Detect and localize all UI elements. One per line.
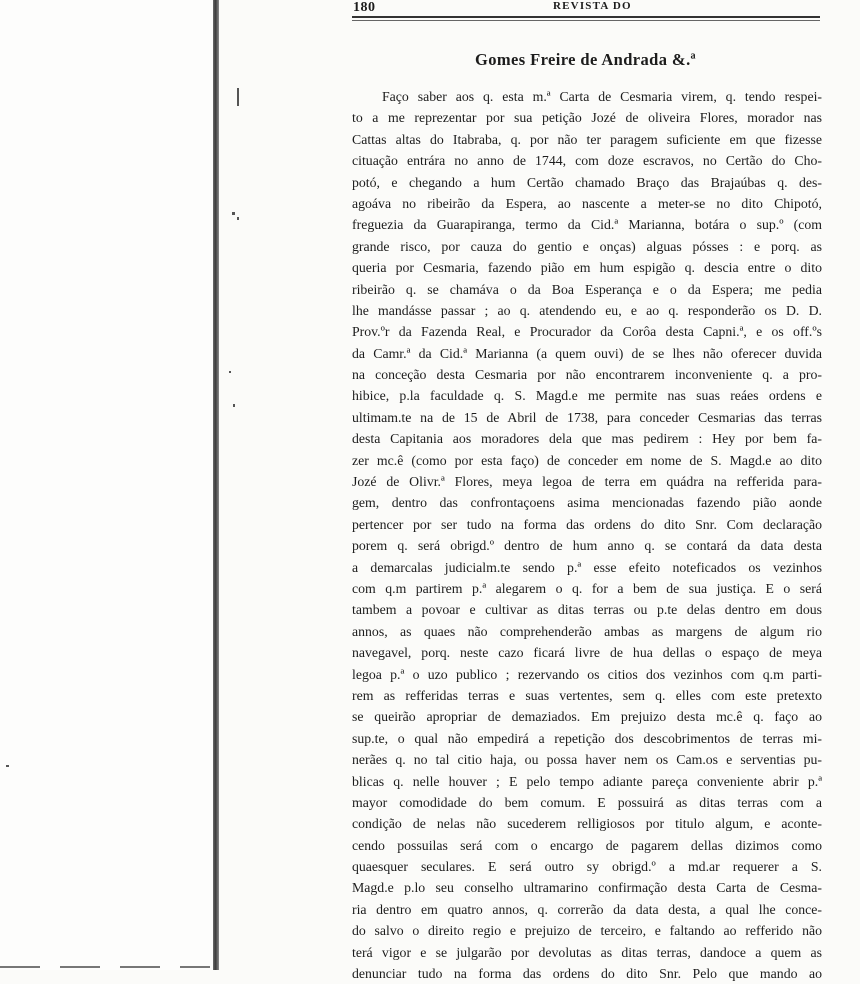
bottom-edge-mark bbox=[0, 966, 40, 968]
bottom-edge-mark bbox=[180, 966, 210, 968]
margin-speck bbox=[229, 371, 231, 373]
running-head: REVISTA DO bbox=[553, 0, 632, 12]
text-line: grande risco, por cauza do gentio e onças) alguas pósses : e porq. as bbox=[352, 238, 822, 254]
header-rule-thin bbox=[352, 20, 820, 21]
text-line: agoáva no ribeirão da Espera, ao nascente a meter-se no dito Chipotó, bbox=[352, 195, 822, 211]
page-gutter bbox=[213, 0, 219, 970]
text-line: annos, as quaes não comprehenderão ambas as margens de algum rio bbox=[352, 623, 822, 639]
margin-speck bbox=[237, 88, 239, 104]
text-line: desta Capitania aos moradores dela que mas pedirem : Hey por bem fa- bbox=[352, 431, 822, 447]
margin-speck bbox=[6, 765, 9, 767]
text-line: queria por Cesmaria, fazendo pião em hum espigão q. descia entre o dito bbox=[352, 260, 822, 276]
text-line: to a me reprezentar por sua petição Jozé de oliveira Flores, morador nas bbox=[352, 110, 822, 126]
text-line: na conceção desta Cesmaria por não encontrarem inconveniente q. a pro- bbox=[352, 367, 822, 383]
text-line: se queirão apropriar de demaziados. Em prejuizo desta mc.ê q. faço ao bbox=[352, 709, 822, 725]
header-rule bbox=[352, 16, 820, 18]
text-line: cituação entrára no anno de 1744, com doze escravos, no Certão do Cho- bbox=[352, 153, 822, 169]
text-line: rem as refferidas terras e suas vertentes, sem q. elles com este pretexto bbox=[352, 687, 822, 703]
text-line: pertencer por ser tudo na forma das ordens do dito Snr. Com declaração bbox=[352, 516, 822, 532]
margin-speck bbox=[233, 404, 235, 407]
text-line: com q.m partirem p.ª alegarem o q. for a bem de sua justiça. E o será bbox=[352, 580, 822, 596]
text-line: a demarcalas judicialm.te sendo p.ª esse efeito noteficados os vezinhos bbox=[352, 559, 822, 575]
text-line: lhe mandásse passar ; ao q. atendendo eu, e ao q. responderão os D. D. bbox=[352, 302, 822, 318]
margin-speck bbox=[237, 217, 239, 220]
text-line: denunciar tudo na forma das ordens do dito Snr. Pelo que mando ao bbox=[352, 966, 822, 982]
text-line: hibice, p.la faculdade q. S. Magd.e me permite nas suas reáes ordens e bbox=[352, 388, 822, 404]
text-line: potó, e chegando a hum Certão chamado Braço das Brajaúbas q. des- bbox=[352, 174, 822, 190]
document-body bbox=[352, 86, 822, 984]
text-line: Jozé de Olivr.ª Flores, meya legoa de terra em quádra na refferida para- bbox=[352, 474, 822, 490]
text-line: Faço saber aos q. esta m.ª Carta de Cesmaria virem, q. tendo respei- bbox=[382, 89, 822, 104]
text-line: terá vigor e se julgarão por devolutas as ditas terras, dandoce a quem as bbox=[352, 944, 822, 960]
text-line: sup.te, o qual não empedirá a repetição dos descobrimentos de terras mi- bbox=[352, 730, 822, 746]
text-line: Prov.ºr da Fazenda Real, e Procurador da Corôa desta Capni.ª, e os off.ºs bbox=[352, 324, 822, 340]
article-title: Gomes Freire de Andrada &.ª bbox=[475, 50, 696, 69]
text-line: tambem a povoar e cultivar as ditas terras ou p.te delas dentro em dous bbox=[352, 602, 822, 618]
text-line: gem, dentro das confrontaçoens asima mencionadas fazendo pião aonde bbox=[352, 495, 822, 511]
text-line: do salvo o direito regio e prejuizo de terceiro, e faltando ao refferido não bbox=[352, 923, 822, 939]
text-line: quaesquer seculares. E será outro sy obrigd.º a md.ar requerer a S. bbox=[352, 859, 822, 875]
text-line: da Camr.ª da Cid.ª Marianna (a quem ouvi) de se lhes não oferecer duvida bbox=[352, 345, 822, 361]
text-line: nerães q. no tal citio haja, ou possa haver nem os Cam.os e serventias pu- bbox=[352, 752, 822, 768]
text-line: navegavel, porq. neste cazo ficará livre de hua dellas o espaço de meya bbox=[352, 645, 822, 661]
text-line: blicas q. nelle houver ; E pelo tempo adiante pareça conveniente abrir p.ª bbox=[352, 773, 822, 789]
bottom-edge-mark bbox=[120, 966, 160, 968]
text-line: Cattas altas do Itabraba, q. por não ter paragem suficiente em que fizesse bbox=[352, 131, 822, 147]
text-line: mayor comodidade do bem comum. E possuirá as ditas terras com a bbox=[352, 794, 822, 810]
text-line: ribeirão q. se chamáva o da Boa Esperança e o da Espera; me pedia bbox=[352, 281, 822, 297]
text-line: ultimam.te na de 15 de Abril de 1738, para conceder Cesmarias das terras bbox=[352, 409, 822, 425]
text-line: porem q. será obrigd.º dentro de hum anno q. se contará da data desta bbox=[352, 538, 822, 554]
text-line: ria dentro em quatro annos, q. correrão da data desta, a qual lhe conce- bbox=[352, 901, 822, 917]
text-line: zer mc.ê (como por esta faço) de conceder em nome de S. Magd.e ao dito bbox=[352, 452, 822, 468]
text-line: condição de nelas não sucederem relligiosos por titulo algum, e aconte- bbox=[352, 816, 822, 832]
text-line: legoa p.ª o uzo publico ; rezervando os citios dos vezinhos com q.m parti- bbox=[352, 666, 822, 682]
bottom-edge-mark bbox=[60, 966, 100, 968]
text-line: freguezia da Guarapiranga, termo da Cid.ª Marianna, botára o sup.º (com bbox=[352, 217, 822, 233]
text-line: Magd.e p.lo seu conselho ultramarino confirmação desta Carta de Cesma- bbox=[352, 880, 822, 896]
blank-left-page bbox=[0, 0, 213, 970]
page-number: 180 bbox=[353, 0, 376, 15]
margin-speck bbox=[232, 212, 235, 215]
text-line: cendo possuilas será com o encargo de pagarem dellas dizimos como bbox=[352, 837, 822, 853]
